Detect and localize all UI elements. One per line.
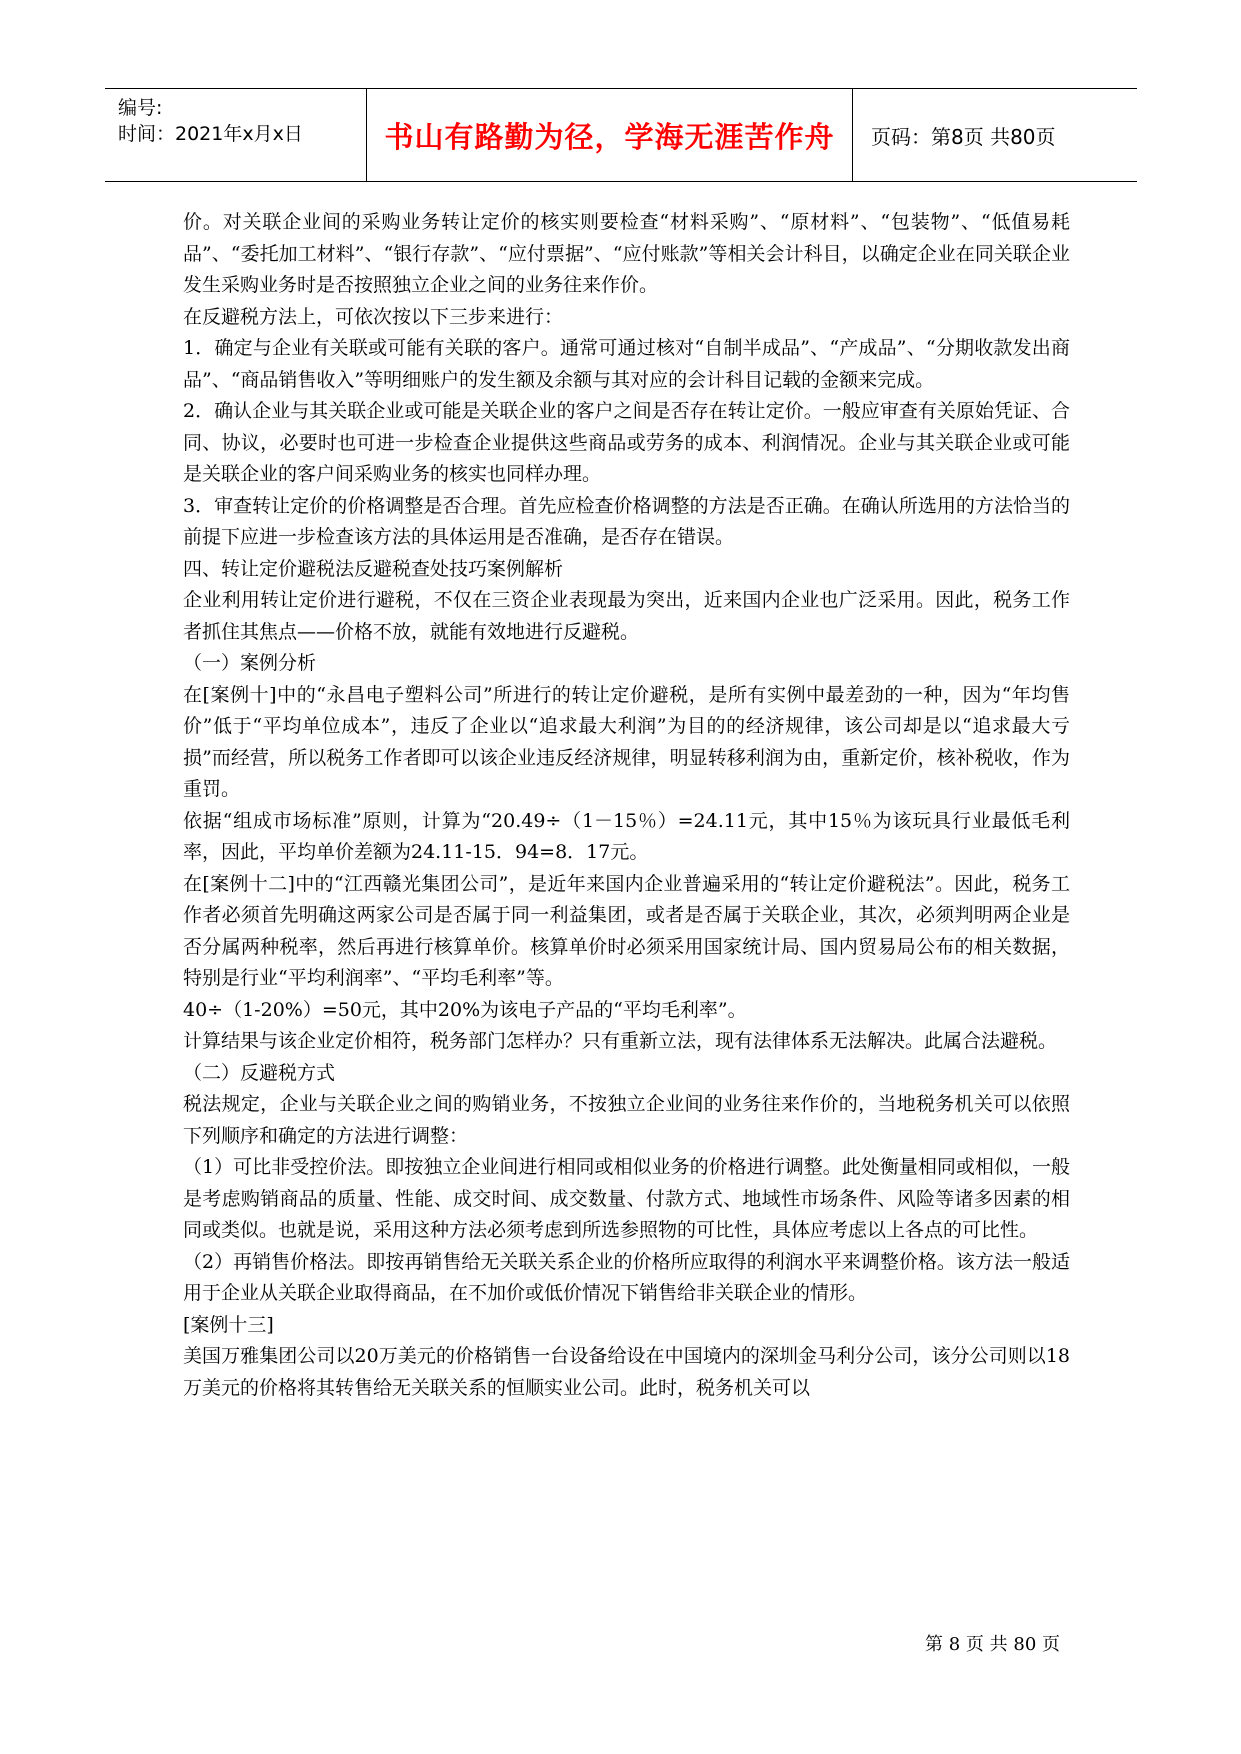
- subsection-heading: （一）案例分析: [183, 652, 317, 674]
- header-meta: [105, 89, 367, 181]
- paragraph: 价。对关联企业间的采购业务转让定价的核实则要检查“材料采购”、“原材料”、“包装物”、“低值易耗品”、“委托加工材料”、“银行存款”、“应付票据”、“应付账款”等相关会计科目，以确定企业在同关联企业发生采购业务时是否按照独立企业之间的业务往来作价。: [183, 211, 1070, 296]
- paragraph: 企业利用转让定价进行避税，不仅在三资企业表现最为突出，近来国内企业也广泛采用。因此，税务工作者抓住其焦点——价格不放，就能有效地进行反避税。: [183, 589, 1070, 643]
- header-motto: 书山有路勤为径，学海无涯苦作舟: [367, 89, 853, 181]
- document-number-label: 编号:: [118, 97, 163, 119]
- paragraph: 在[案例十]中的“永昌电子塑料公司”所进行的转让定价避税，是所有实例中最差劲的一种，因为“年均售价”低于“平均单位成本”，违反了企业以“追求最大利润”为目的的经济规律，该公司却是以“追求最大亏损”而经营，所以税务工作者即可以该企业违反经济规律，明显转移利润为由，重新定价，核补税收，作为重罚。: [183, 683, 1070, 800]
- paragraph: 2．确认企业与其关联企业或可能是关联企业的客户之间是否存在转让定价。一般应审查有关原始凭证、合同、协议，必要时也可进一步检查企业提供这些商品或劳务的成本、利润情况。企业与其关联企业或可能是关联企业的客户间采购业务的核实也同样办理。: [183, 400, 1070, 485]
- paragraph: 1．确定与企业有关联或可能有关联的客户。通常可通过核对“自制半成品”、“产成品”、“分期收款发出商品”、“商品销售收入”等明细账户的发生额及余额与其对应的会计科目记载的金额来完成。: [183, 337, 1070, 391]
- paragraph: 计算结果与该企业定价相符，税务部门怎样办？只有重新立法，现有法律体系无法解决。此属合法避税。: [183, 1030, 1058, 1052]
- document-body: [183, 207, 1070, 1404]
- paragraph: 美国万雅集团公司以20万美元的价格销售一台设备给设在中国境内的深圳金马利分公司，该分公司则以18万美元的价格将其转售给无关联关系的恒顺实业公司。此时，税务机关可以: [183, 1345, 1070, 1399]
- subsection-heading: （二）反避税方式: [183, 1061, 336, 1084]
- case-label: [案例十三]: [183, 1313, 274, 1336]
- paragraph: 税法规定，企业与关联企业之间的购销业务，不按独立企业间的业务往来作价的，当地税务机关可以依照下列顺序和确定的方法进行调整：: [183, 1093, 1070, 1147]
- paragraph: 在反避税方法上，可依次按以下三步来进行：: [183, 305, 564, 328]
- paragraph: （2）再销售价格法。即按再销售给无关联关系企业的价格所应取得的利润水平来调整价格。该方法一般适用于企业从关联企业取得商品，在不加价或低价情况下销售给非关联企业的情形。: [183, 1250, 1070, 1304]
- paragraph: （1）可比非受控价法。即按独立企业间进行相同或相似业务的价格进行调整。此处衡量相同或相似，一般是考虑购销商品的质量、性能、成交时间、成交数量、付款方式、地域性市场条件、风险等诸多因素的相同或类似。也就是说，采用这种方法必须考虑到所选参照物的可比性，具体应考虑以上各点的可比性。: [183, 1156, 1070, 1241]
- paragraph: 依据“组成市场标准”原则，计算为“20.49÷（1－15％）=24.11元，其中15％为该玩具行业最低毛利率，因此，平均单价差额为24.11-15．94=8．17元。: [183, 809, 1070, 863]
- paragraph: 40÷（1-20%）=50元，其中20%为该电子产品的“平均毛利率”。: [183, 998, 747, 1021]
- page-header: [105, 88, 1137, 182]
- page-footer: 第 8 页 共 80 页: [925, 1634, 1060, 1655]
- paragraph: 在[案例十二]中的“江西赣光集团公司”，是近年来国内企业普遍采用的“转让定价避税法”。因此，税务工作者必须首先明确这两家公司是否属于同一利益集团，或者是否属于关联企业，其次，必须判明两企业是否分属两种税率，然后再进行核算单价。核算单价时必须采用国家统计局、国内贸易局公布的相关数据，特别是行业“平均利润率”、“平均毛利率”等。: [183, 872, 1070, 989]
- header-page-number: 页码：第8页 共80页: [871, 124, 1056, 149]
- paragraph: 3．审查转让定价的价格调整是否合理。首先应检查价格调整的方法是否正确。在确认所选用的方法恰当的前提下应进一步检查该方法的具体运用是否准确，是否存在错误。: [183, 494, 1070, 548]
- document-time-label: 时间：2021年x月x日: [118, 123, 303, 145]
- section-heading: 四、转让定价避税法反避税查处技巧案例解析: [183, 557, 564, 580]
